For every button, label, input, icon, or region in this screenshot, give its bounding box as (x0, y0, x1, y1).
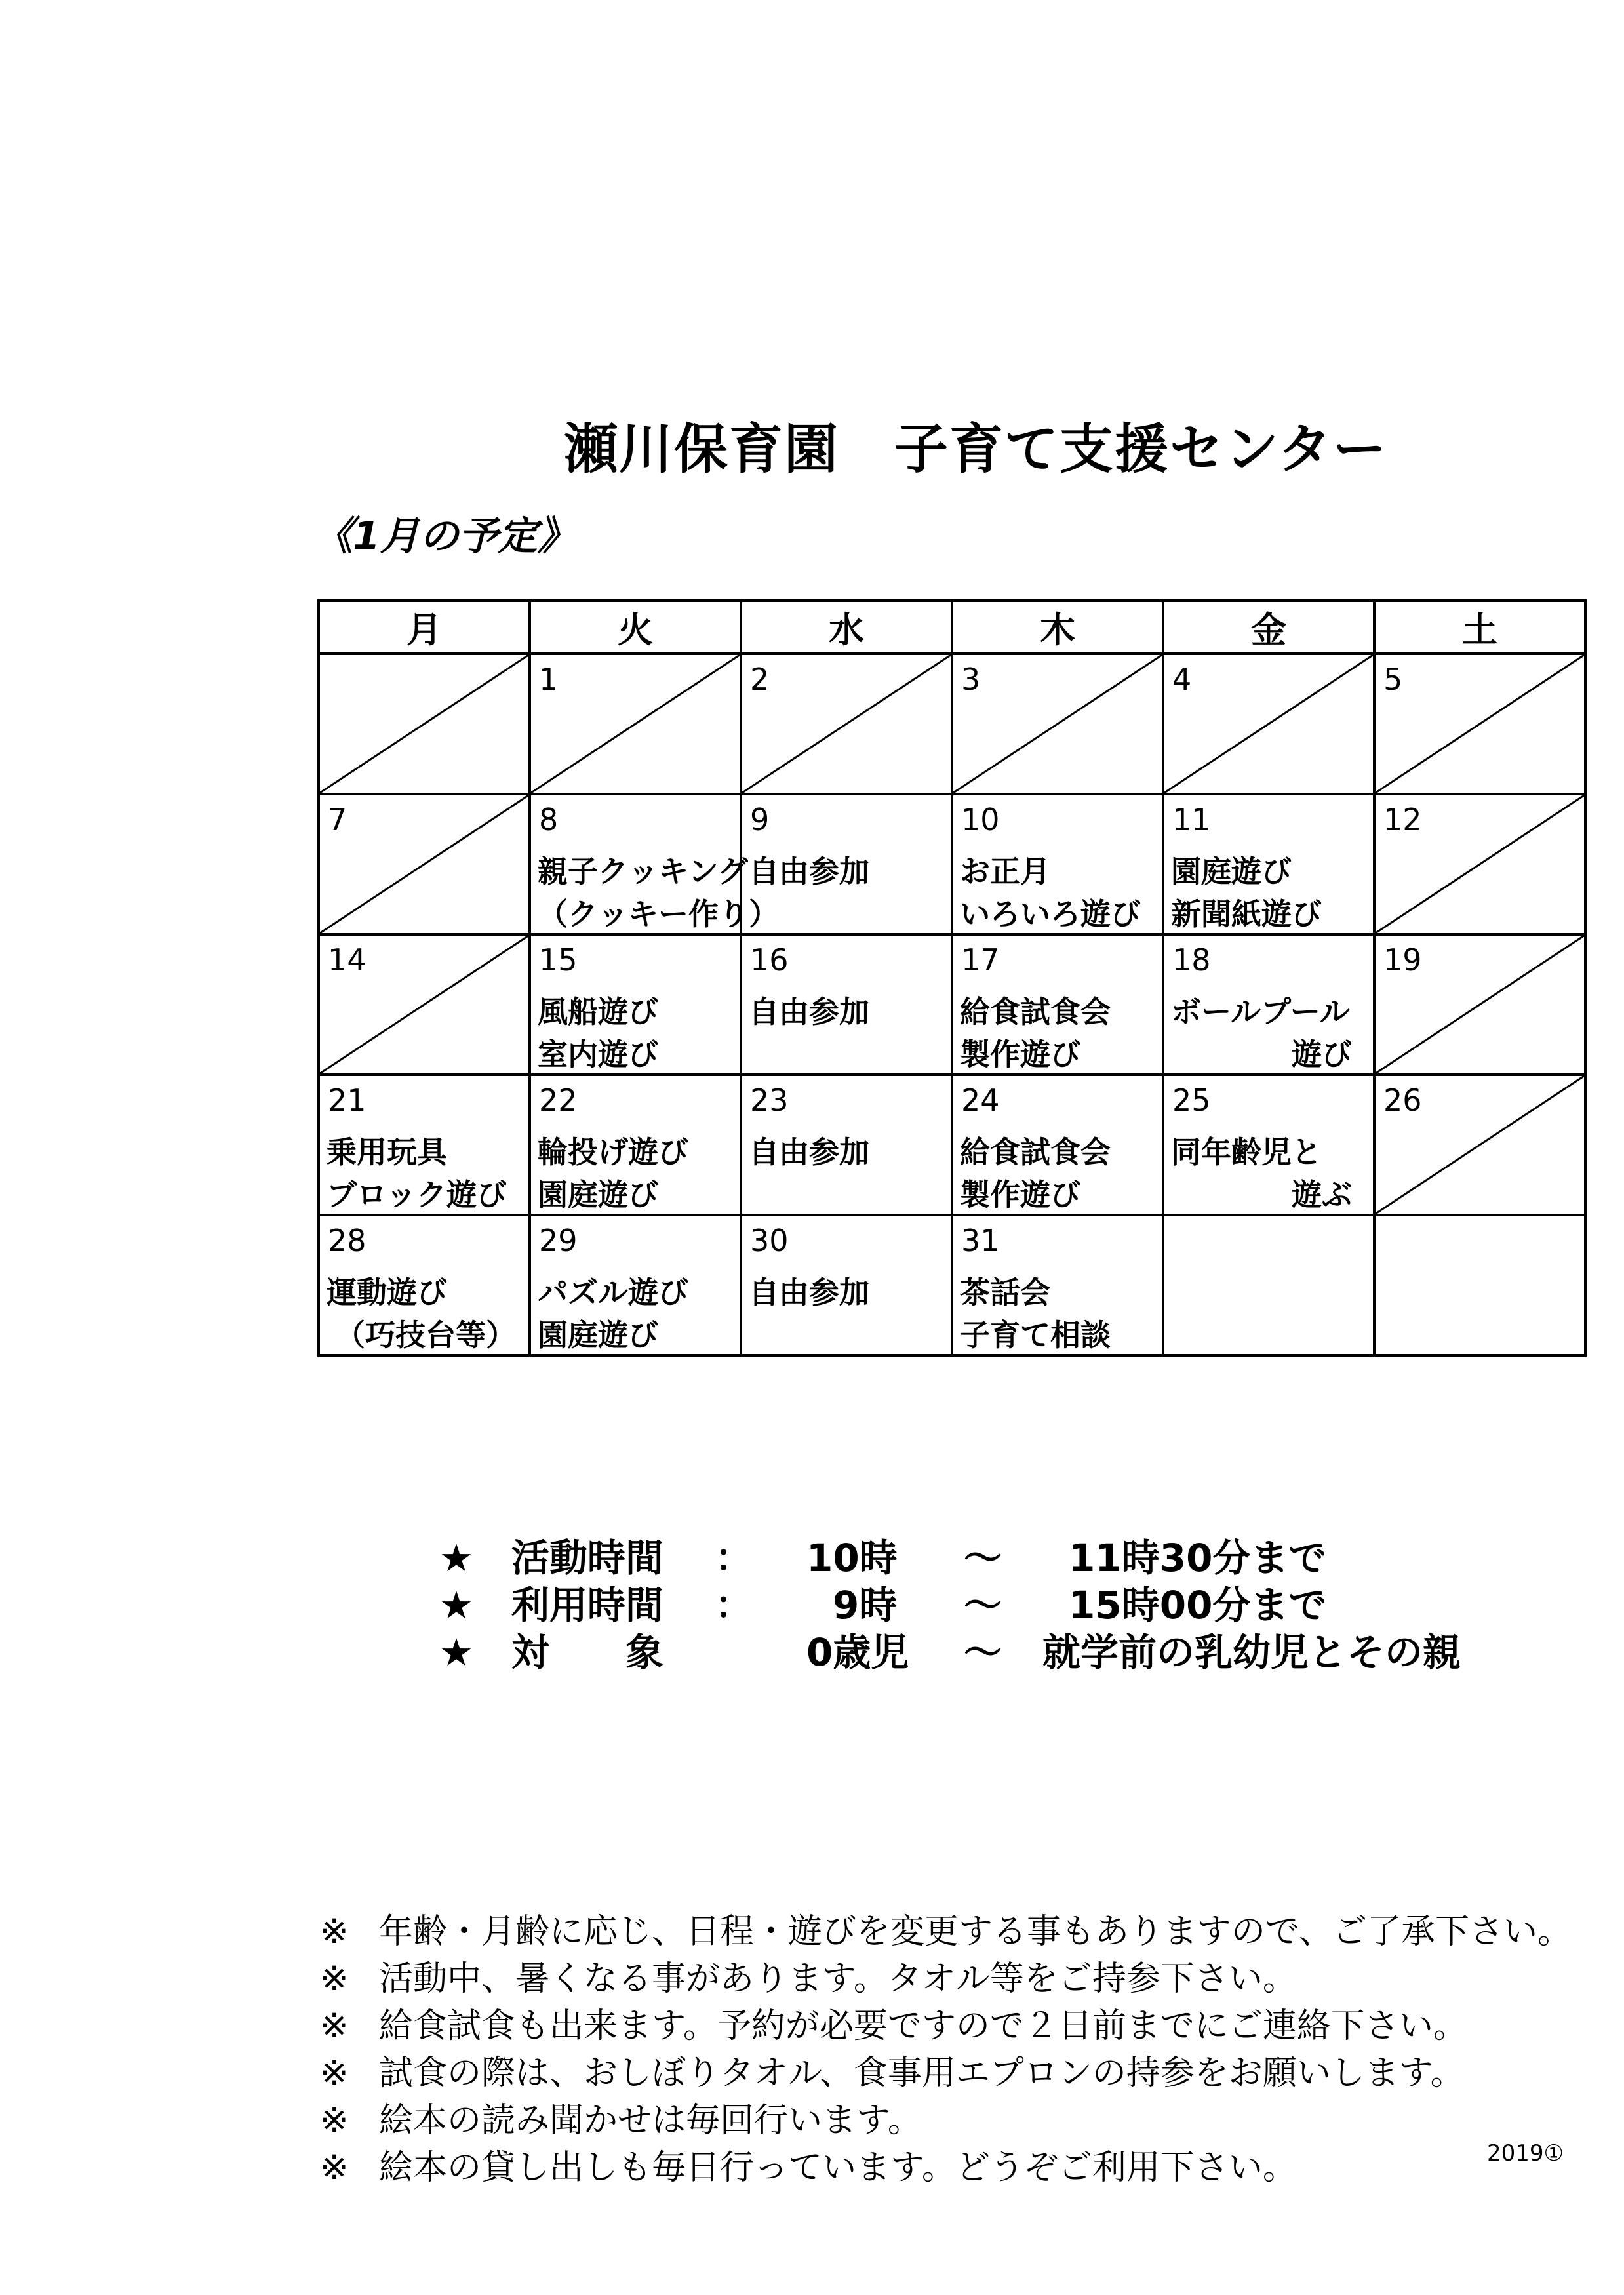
info-tilde: ～ (964, 1583, 1002, 1627)
calendar-day-cell (1163, 654, 1374, 794)
calendar-day-cell (319, 1215, 530, 1355)
activity-line: 風船遊び (538, 994, 658, 1029)
activity-line: 同年齢児と (1171, 1134, 1322, 1170)
activity-line: 乗用玩具 (327, 1134, 447, 1170)
note-mark: ※ (320, 1912, 349, 1951)
activity-line: パズル遊び (538, 1275, 688, 1310)
crossed-out-slash (1376, 655, 1584, 793)
note-mark: ※ (320, 2148, 349, 2187)
activity-line: 園庭遊び (538, 1317, 658, 1353)
activity-line: いろいろ遊び (960, 896, 1141, 932)
activity-line: 新聞紙遊び (1171, 896, 1322, 932)
note-item (320, 2003, 1572, 2050)
note-text: 試食の際は、おしぼりタオル、食事用エプロンの持参をお願いします。 (379, 2054, 1465, 2093)
day-number: 14 (328, 942, 366, 978)
weekday-mon: 月 (319, 601, 530, 654)
activity-line: （クッキー作り） (538, 896, 779, 932)
activity-line: 親子クッキング (538, 854, 748, 889)
activity-text (538, 991, 736, 1076)
calendar-week-row (319, 654, 1585, 794)
crossed-out-slash (742, 655, 951, 793)
info-tilde: ～ (964, 1536, 1002, 1580)
calendar-day-cell (952, 654, 1163, 794)
info-to: 15時00分まで (1069, 1583, 1327, 1627)
info-to: 就学前の乳幼児とその親 (1042, 1630, 1461, 1675)
weekday-thu: 木 (952, 601, 1163, 654)
calendar-day-cell (1374, 794, 1585, 934)
crossed-out-slash (320, 655, 528, 793)
info-from: 9時 (833, 1583, 898, 1627)
calendar-day-cell (1163, 1215, 1374, 1355)
calendar-day-cell (530, 1075, 741, 1215)
day-number: 29 (539, 1223, 578, 1258)
activity-line: 園庭遊び (1171, 854, 1292, 889)
note-mark: ※ (320, 1959, 349, 1999)
activity-line: （巧技台等） (335, 1317, 516, 1353)
day-number: 11 (1172, 802, 1211, 837)
calendar-day-cell (741, 1075, 952, 1215)
day-number: 4 (1172, 662, 1192, 697)
info-colon: ： (715, 1536, 753, 1580)
crossed-out-slash (320, 795, 528, 933)
calendar-day-cell (1374, 934, 1585, 1075)
calendar-table (317, 599, 1587, 1357)
day-number: 7 (328, 802, 347, 837)
day-number: 1 (539, 662, 559, 697)
weekday-tue: 火 (530, 601, 741, 654)
activity-text (1171, 1131, 1369, 1216)
calendar-week-row (319, 794, 1585, 934)
activity-text (1171, 991, 1369, 1076)
note-item (320, 2144, 1572, 2191)
weekday-header-row (319, 601, 1585, 654)
calendar-day-cell (319, 1075, 530, 1215)
notes-list (320, 1908, 1572, 2191)
day-number: 31 (961, 1223, 1000, 1258)
activity-line: ブロック遊び (327, 1177, 507, 1212)
activity-text (538, 850, 779, 936)
day-number: 25 (1172, 1083, 1211, 1118)
info-label: 活動時間 (511, 1536, 664, 1580)
calendar-day-cell (319, 934, 530, 1075)
crossed-out-slash (1164, 655, 1373, 793)
day-number: 17 (961, 942, 1000, 978)
info-tilde: ～ (964, 1630, 1002, 1675)
note-text: 絵本の貸し出しも毎日行っています。どうぞご利用下さい。 (379, 2148, 1297, 2187)
activity-line: 輪投げ遊び (538, 1134, 688, 1170)
calendar-day-cell (952, 934, 1163, 1075)
calendar-day-cell (952, 1215, 1163, 1355)
activity-text (749, 1271, 947, 1314)
note-text: 年齢・月齢に応じ、日程・遊びを変更する事もありますので、ご了承下さい。 (379, 1912, 1572, 1951)
calendar-day-cell (319, 654, 530, 794)
activity-line: 自由参加 (749, 854, 869, 889)
note-text: 給食試食も出来ます。予約が必要ですので２日前までにご連絡下さい。 (379, 2006, 1467, 2046)
activity-line: 製作遊び (960, 1177, 1080, 1212)
info-label: 利用時間 (511, 1583, 664, 1627)
activity-line: 子育て相談 (960, 1317, 1111, 1353)
info-to: 11時30分まで (1069, 1536, 1327, 1580)
calendar-day-cell (1374, 1075, 1585, 1215)
day-number: 30 (750, 1223, 789, 1258)
activity-line: ボールプール (1171, 994, 1350, 1029)
star-icon: ★ (439, 1536, 473, 1580)
day-number: 15 (539, 942, 578, 978)
note-item (320, 2097, 1572, 2144)
calendar-day-cell (530, 934, 741, 1075)
day-number: 22 (539, 1083, 578, 1118)
activity-line: 室内遊び (538, 1037, 658, 1072)
day-number: 24 (961, 1083, 1000, 1118)
note-mark: ※ (320, 2101, 349, 2140)
day-number: 18 (1172, 942, 1211, 978)
info-from: 10時 (806, 1536, 898, 1580)
activity-text (960, 991, 1158, 1076)
day-number: 28 (328, 1223, 366, 1258)
activity-text (538, 1271, 736, 1357)
activity-line: 自由参加 (749, 1134, 869, 1170)
calendar-day-cell (741, 934, 952, 1075)
activity-text (538, 1131, 736, 1216)
activity-line: 給食試食会 (960, 994, 1111, 1029)
month-subtitle: 《1月の予定》 (313, 513, 577, 559)
day-number: 8 (539, 802, 559, 837)
activity-text (960, 1131, 1158, 1216)
note-mark: ※ (320, 2006, 349, 2046)
note-mark: ※ (320, 2054, 349, 2093)
document-code: 2019① (1487, 2140, 1564, 2166)
activity-line: 遊び (1292, 1037, 1352, 1072)
note-item (320, 1908, 1572, 1955)
crossed-out-slash (531, 655, 740, 793)
calendar-day-cell (741, 654, 952, 794)
page-title: 瀬川保育園 子育て支援センター (564, 418, 1388, 481)
star-icon: ★ (439, 1583, 473, 1627)
activity-text (327, 1131, 525, 1216)
calendar-day-cell (530, 1215, 741, 1355)
activity-text (749, 850, 947, 893)
star-icon: ★ (439, 1630, 473, 1675)
calendar-week-row (319, 1075, 1585, 1215)
calendar-day-cell (1374, 654, 1585, 794)
calendar-day-cell (530, 794, 779, 934)
calendar-day-cell (1163, 794, 1374, 934)
calendar-day-cell (530, 654, 741, 794)
day-number: 23 (750, 1083, 789, 1118)
note-text: 絵本の読み聞かせは毎回行います。 (379, 2101, 922, 2140)
activity-line: お正月 (960, 854, 1050, 889)
day-number: 9 (750, 802, 770, 837)
activity-line: 自由参加 (749, 1275, 869, 1310)
info-label: 対 象 (511, 1630, 664, 1675)
activity-text (327, 1271, 525, 1357)
activity-text (749, 991, 947, 1033)
calendar-day-cell (952, 794, 1163, 934)
activity-line: 園庭遊び (538, 1177, 658, 1212)
activity-text (960, 1271, 1158, 1357)
info-colon: ： (715, 1583, 753, 1627)
weekday-sat: 土 (1374, 601, 1585, 654)
day-number: 26 (1383, 1083, 1422, 1118)
weekday-wed: 水 (741, 601, 952, 654)
day-number: 12 (1383, 802, 1422, 837)
calendar-day-cell (1163, 934, 1374, 1075)
day-number: 5 (1383, 662, 1403, 697)
calendar-week-row (319, 934, 1585, 1075)
note-item (320, 2050, 1572, 2097)
activity-line: 茶話会 (960, 1275, 1050, 1310)
calendar-day-cell (319, 794, 530, 934)
calendar-week-row (319, 1215, 1585, 1355)
activity-text (960, 850, 1158, 936)
activity-line: 自由参加 (749, 994, 869, 1029)
info-from: 0歳児 (806, 1630, 909, 1675)
activity-line: 製作遊び (960, 1037, 1080, 1072)
calendar-day-cell (1374, 1215, 1585, 1355)
activity-line: 運動遊び (327, 1275, 447, 1310)
calendar-day-cell (741, 794, 952, 934)
crossed-out-slash (953, 655, 1162, 793)
calendar-day-cell (1163, 1075, 1374, 1215)
activity-line: 遊ぶ (1292, 1177, 1352, 1212)
day-number: 16 (750, 942, 789, 978)
activity-text (749, 1131, 947, 1174)
day-number: 3 (961, 662, 981, 697)
note-item (320, 1955, 1572, 2003)
note-text: 活動中、暑くなる事があります。タオル等をご持参下さい。 (379, 1959, 1297, 1999)
calendar-day-cell (952, 1075, 1163, 1215)
activity-text (1171, 850, 1369, 936)
day-number: 10 (961, 802, 1000, 837)
day-number: 2 (750, 662, 770, 697)
day-number: 19 (1383, 942, 1422, 978)
calendar-day-cell (741, 1215, 952, 1355)
day-number: 21 (328, 1083, 366, 1118)
weekday-fri: 金 (1163, 601, 1374, 654)
activity-line: 給食試食会 (960, 1134, 1111, 1170)
